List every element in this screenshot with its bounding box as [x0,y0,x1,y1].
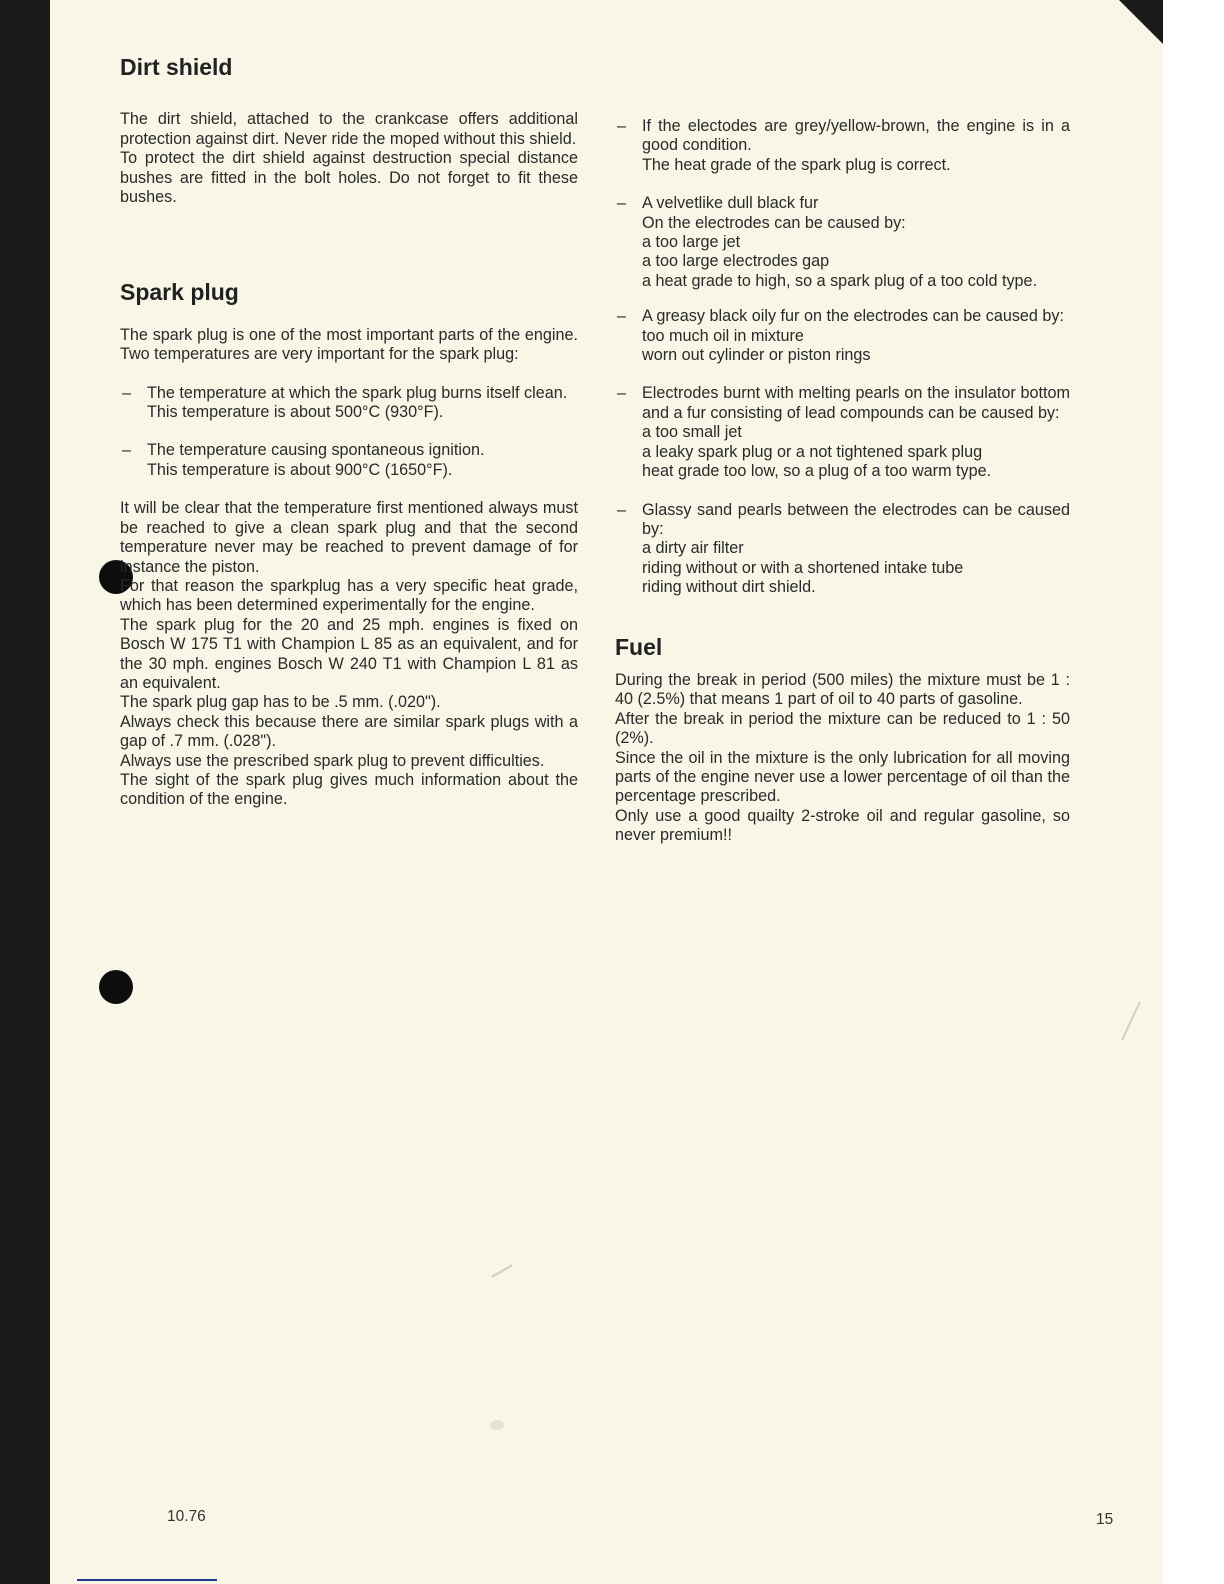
condition-line: a too large electrodes gap [642,252,830,271]
folded-corner [1119,0,1163,44]
fuel-paragraph: Since the oil in the mixture is the only lubrication for all moving parts of the engine never use a lower percentage of oil than the percentage prescribed. [615,748,1070,806]
condition-line: a leaky spark plug or a not tightened spark plug [642,442,983,461]
dash-bullet: – [617,500,627,519]
scan-edge-line [77,1579,217,1581]
page-number: 15 [1096,1511,1114,1528]
dash-bullet: – [617,384,627,403]
electrode-condition-item [615,117,1070,175]
condition-line: a dirty air filter [642,539,744,558]
spark-plug-paragraph: Always check this because there are similar spark plugs with a gap of .7 mm. (.028"). [120,712,578,751]
spark-plug-paragraph: The sight of the spark plug gives much information about the condition of the engine. [120,770,578,809]
temperature-item-text: The temperature at which the spark plug burns itself clean. [147,383,568,402]
condition-line: A greasy black oily fur on the electrodes can be caused by: [642,307,1065,326]
electrode-condition-item [615,194,1070,291]
punch-hole [99,970,133,1004]
dash-bullet: – [122,441,132,460]
date-code: 10.76 [167,1508,206,1525]
condition-line: Electrodes burnt with melting pearls on the insulator bottom and a fur consisting of lead compounds can be caused by: [642,384,1070,422]
condition-line: a too large jet [642,233,741,252]
condition-line: Glassy sand pearls between the electrodes can be caused by: [642,500,1070,538]
electrode-condition-item [615,307,1070,365]
left-column [120,54,578,810]
fuel-paragraph: Only use a good quailty 2-stroke oil and regular gasoline, so never premium!! [615,806,1070,845]
dirt-shield-paragraph: To protect the dirt shield against destruction special distance bushes are fitted in the bolt holes. Do not forget to fit these bushes. [120,149,578,207]
spark-plug-paragraph: The spark plug gap has to be .5 mm. (.020"). [120,693,441,712]
electrode-condition-item [615,501,1070,598]
electrode-condition-item [615,384,1070,481]
dash-bullet: – [617,307,627,326]
scan-mark [1121,1002,1141,1041]
dash-bullet: – [617,194,627,213]
dirt-shield-paragraph: The dirt shield, attached to the crankcase offers additional protection against dirt. Never ride the moped without this shield. [120,110,578,148]
temperature-item [120,441,578,480]
temperature-item-value: This temperature is about 900°C (1650°F). [147,460,453,479]
fuel-paragraph: After the break in period the mixture can be reduced to 1 : 50 (2%). [615,709,1070,748]
spark-plug-paragraph: It will be clear that the temperature first mentioned always must be reached to give a clean spark plug and that the second temperature never may be reached to prevent damage of for instance the piston. [120,499,578,576]
condition-line: a too small jet [642,423,742,442]
condition-line: riding without or with a shortened intake tube [642,558,964,577]
dirt-shield-heading: Dirt shield [120,54,233,80]
temperature-item-value: This temperature is about 500°C (930°F). [147,403,444,422]
condition-line: heat grade too low, so a plug of a too warm type. [642,462,992,481]
dash-bullet: – [617,117,627,135]
condition-line: riding without dirt shield. [642,578,816,597]
condition-line: too much oil in mixture [642,326,804,345]
right-column [615,117,1070,846]
fuel-heading: Fuel [615,633,663,660]
scan-mark [490,1420,504,1430]
spark-plug-intro: The spark plug is one of the most important parts of the engine. Two temperatures are very important for the spark plug: [120,325,578,364]
fuel-paragraph: During the break in period (500 miles) the mixture must be 1 : 40 (2.5%) that means 1 part of oil to 40 parts of gasoline. [615,670,1070,709]
spark-plug-paragraph: The spark plug for the 20 and 25 mph. engines is fixed on Bosch W 175 T1 with Champion L 85 as an equivalent, and for the 30 mph. engines Bosch W 240 T1 with Champion L 81 as an equivalent. [120,615,578,692]
spark-plug-paragraph: Always use the prescribed spark plug to prevent difficulties. [120,751,545,770]
spark-plug-paragraph: For that reason the sparkplug has a very specific heat grade, which has been determined experimentally for the engine. [120,576,578,615]
dash-bullet: – [122,383,132,402]
scan-mark [491,1264,513,1278]
condition-line: worn out cylinder or piston rings [642,346,871,365]
condition-line: On the electrodes can be caused by: [642,213,906,232]
temperature-item [120,384,578,423]
temperature-item-text: The temperature causing spontaneous ignition. [147,441,485,460]
condition-line: If the electodes are grey/yellow-brown, the engine is in a good condition. [642,117,1070,155]
condition-line: A velvetlike dull black fur [642,194,819,213]
condition-line: The heat grade of the spark plug is correct. [642,155,951,174]
scan-dark-edge [0,0,50,1584]
condition-line: a heat grade to high, so a spark plug of a too cold type. [642,271,1038,290]
spark-plug-heading: Spark plug [120,279,239,306]
